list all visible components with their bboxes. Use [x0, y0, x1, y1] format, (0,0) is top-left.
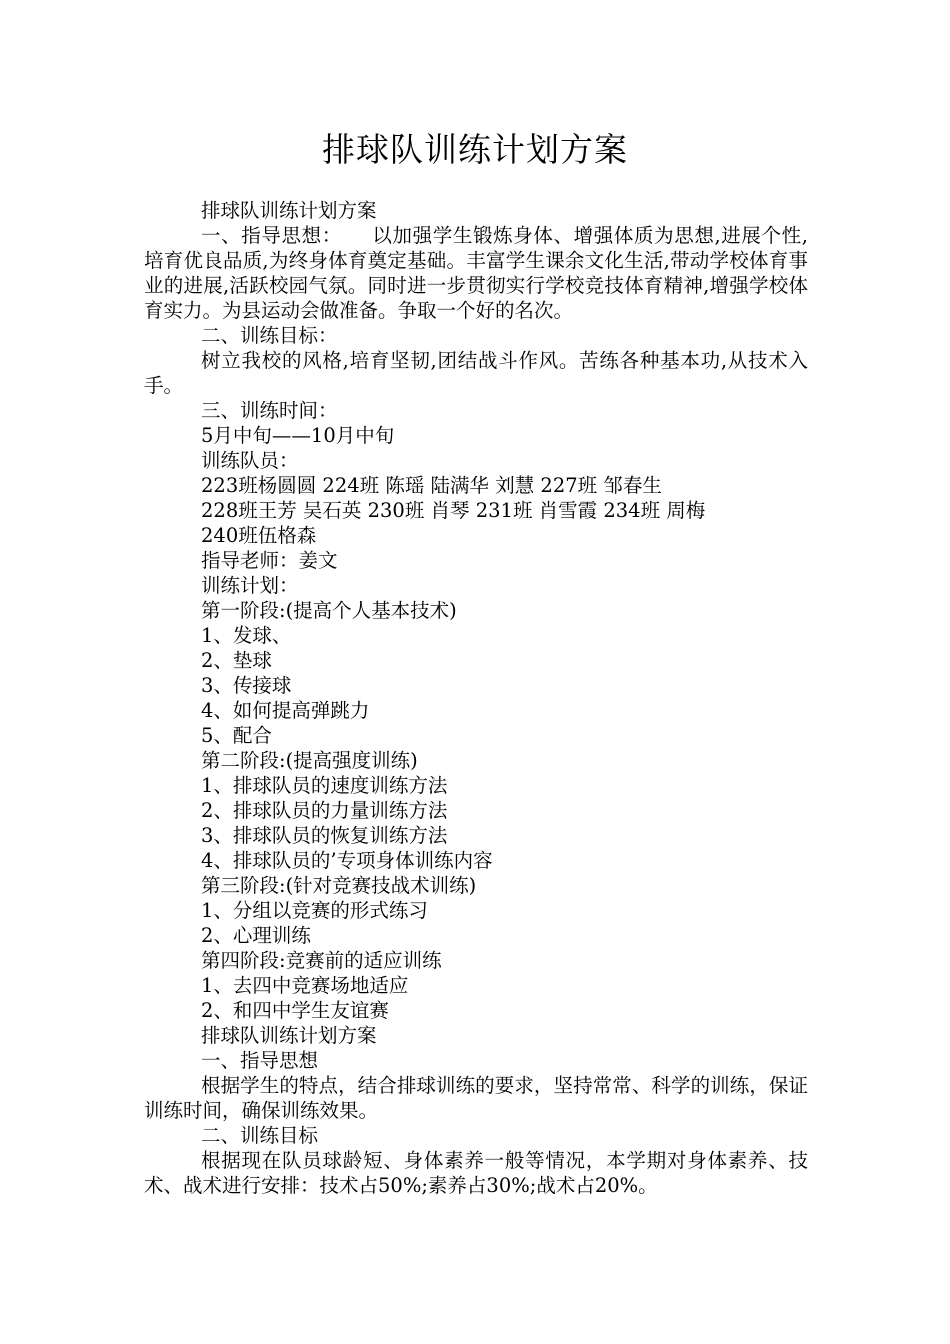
paragraph: 训练计划：: [201, 574, 299, 597]
paragraph: 根据现在队员球龄短、身体素养一般等情况，本学期对身体素养、技术、战术进行安排：技术占50%;素养占30%;战术占20%。: [144, 1149, 808, 1197]
paragraph: 4、如何提高弹跳力: [201, 699, 370, 722]
paragraph: 3、排球队员的恢复训练方法: [201, 824, 448, 847]
paragraph: 一、指导思想: [201, 1049, 319, 1072]
paragraph: 1、去四中竞赛场地适应: [201, 974, 409, 997]
paragraph: 2、垫球: [201, 649, 272, 672]
paragraph: 1、排球队员的速度训练方法: [201, 774, 448, 797]
paragraph: 指导老师：姜文: [201, 549, 338, 572]
paragraph: 排球队训练计划方案: [201, 1024, 377, 1047]
paragraph: 树立我校的风格,培育坚韧,团结战斗作风。苦练各种基本功,从技术入手。: [144, 349, 808, 397]
paragraph: 5、配合: [201, 724, 272, 747]
paragraph: 1、发球、: [201, 624, 292, 647]
paragraph: 228班王芳 吴石英 230班 肖琴 231班 肖雪霞 234班 周梅: [201, 499, 706, 522]
paragraph: 第三阶段:(针对竞赛技战术训练): [201, 874, 477, 897]
paragraph: 训练队员：: [201, 449, 299, 472]
paragraph: 第二阶段:(提高强度训练): [201, 749, 418, 772]
paragraph: 一、指导思想： 以加强学生锻炼身体、增强体质为思想,进展个性,培育优良品质,为终身体育奠定基础。丰富学生课余文化生活,带动学校体育事业的进展,活跃校园气氛。同时进一步贯彻实行学校竞技体育精神,增强学校体育实力。为县运动会做准备。争取一个好的名次。: [144, 224, 808, 322]
paragraph: 第一阶段:(提高个人基本技术): [201, 599, 457, 622]
paragraph: 3、传接球: [201, 674, 292, 697]
paragraph: 240班伍格森: [201, 524, 317, 547]
paragraph: 2、和四中学生友谊赛: [201, 999, 389, 1022]
paragraph: 1、分组以竞赛的形式练习: [201, 899, 428, 922]
paragraph: 二、训练目标：: [201, 324, 338, 347]
paragraph: 2、心理训练: [201, 924, 311, 947]
paragraph: 根据学生的特点，结合排球训练的要求，坚持常常、科学的训练，保证训练时间，确保训练效果。: [144, 1074, 808, 1122]
paragraph: 三、训练时间：: [201, 399, 338, 422]
document-body: [144, 198, 808, 1198]
document-title: 排球队训练计划方案: [322, 130, 628, 169]
paragraph: 二、训练目标: [201, 1124, 319, 1147]
paragraph: 4、排球队员的’专项身体训练内容: [201, 849, 493, 872]
paragraph: 第四阶段:竞赛前的适应训练: [201, 949, 442, 972]
paragraph: 2、排球队员的力量训练方法: [201, 799, 448, 822]
paragraph: 排球队训练计划方案: [201, 199, 377, 222]
paragraph: 223班杨圆圆 224班 陈瑶 陆满华 刘慧 227班 邹春生: [201, 474, 662, 497]
paragraph: 5月中旬——10月中旬: [201, 424, 395, 447]
